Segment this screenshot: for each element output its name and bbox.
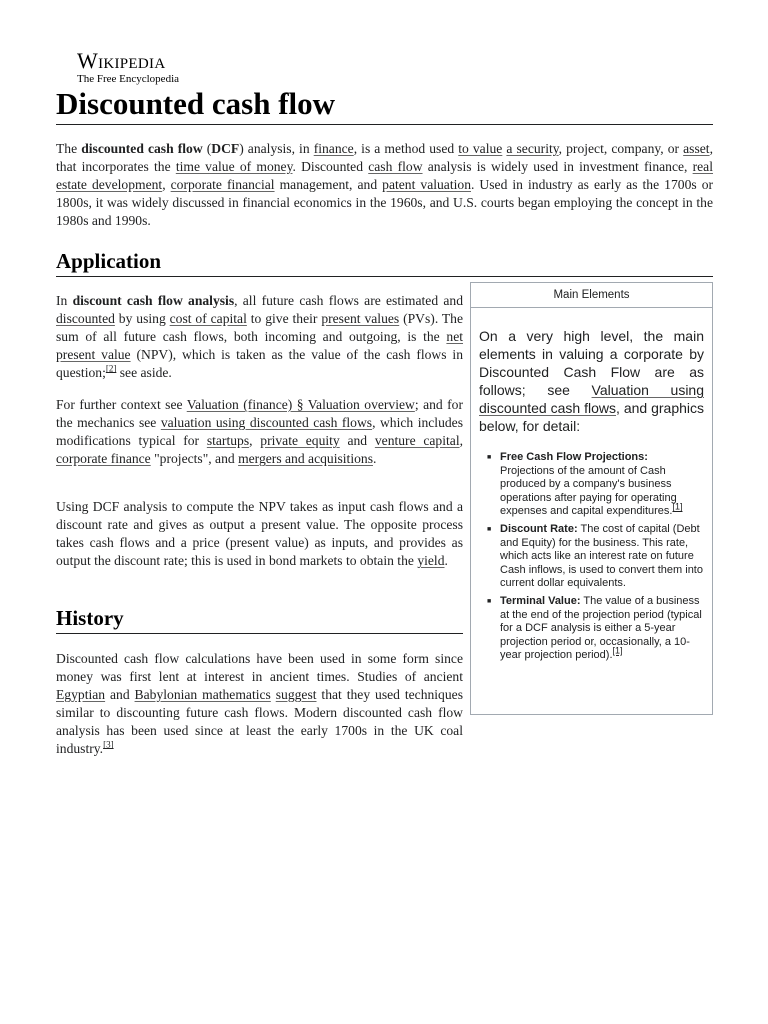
infobox-main-elements xyxy=(470,282,713,715)
link-security[interactable]: a security xyxy=(506,141,559,156)
logo-wordmark: Wikipedia xyxy=(77,48,166,73)
reference-1[interactable]: [1] xyxy=(672,501,683,512)
link-corporate-finance[interactable]: corporate finance xyxy=(56,451,151,466)
link-yield[interactable]: yield xyxy=(417,553,445,568)
link-finance[interactable]: finance xyxy=(313,141,354,156)
link-venture-capital[interactable]: venture capital xyxy=(374,433,460,448)
link-startups[interactable]: startups xyxy=(206,433,250,448)
infobox-intro: On a very high level, the main elements in valuing a corporate by Discounted Cash Flow are as follows; see Valuation using discounted cash flows, and graphics below, for detail: xyxy=(479,328,704,434)
infobox-item-terminal-value: ■ Terminal Value: The value of a business at the end of the projection period (typical for a DCF analysis is either a 5-year projection period or, occasionally, a 10-year projection period).[1] xyxy=(483,595,704,663)
link-infobox-valuation-using-dcf[interactable]: Valuation using discounted cash flows xyxy=(479,382,704,416)
reference-3[interactable]: [3] xyxy=(103,739,114,750)
link-mergers-and-acquisitions[interactable]: mergers and acquisitions xyxy=(238,451,373,466)
link-time-value-of-money[interactable]: time value of money xyxy=(175,159,293,174)
heading-application: Application xyxy=(56,249,162,273)
infobox-header: Main Elements xyxy=(471,283,712,308)
link-to-value[interactable]: to value xyxy=(458,141,503,156)
link-valuation-finance[interactable]: Valuation (finance) § Valuation overview xyxy=(186,397,415,412)
link-cost-of-capital[interactable]: cost of capital xyxy=(169,311,247,326)
history-divider xyxy=(56,633,463,634)
link-valuation-using-dcf[interactable]: valuation using discounted cash flows xyxy=(160,415,373,430)
link-private-equity[interactable]: private equity xyxy=(260,433,340,448)
reference-1[interactable]: [1] xyxy=(612,645,623,656)
application-divider xyxy=(56,276,713,277)
reference-2[interactable]: [2] xyxy=(105,363,117,374)
title-divider xyxy=(56,124,713,125)
logo-tagline: The Free Encyclopedia xyxy=(77,73,180,85)
link-asset[interactable]: asset xyxy=(683,141,710,156)
link-suggest[interactable]: suggest xyxy=(275,687,317,702)
link-present-values[interactable]: present values xyxy=(321,311,400,326)
link-babylonian-mathematics[interactable]: Babylonian mathematics xyxy=(134,687,271,702)
link-net-present-value[interactable]: net present value xyxy=(56,329,463,362)
wikipedia-logo[interactable] xyxy=(77,50,179,86)
infobox-list xyxy=(471,435,712,663)
application-paragraph-3: Using DCF analysis to compute the NPV takes as input cash flows and a discount rate and gives as output a present value. The opposite process takes cash flows and a price (present value) as inputs, and provides as output the discount rate; this is used in bond markets to obtain the yield. xyxy=(56,499,463,568)
link-egyptian[interactable]: Egyptian xyxy=(56,687,106,702)
heading-history: History xyxy=(56,606,124,630)
history-paragraph-1: Discounted cash flow calculations have been used in some form since money was first lent at interest in ancient times. Studies of ancient Egyptian and Babylonian mathematics suggest that they used techniques similar to discounting future cash flows. Modern discounted cash flow analysis has been used since at least the early 1700s in the UK coal industry.[3] xyxy=(56,651,463,756)
lede-paragraph: The discounted cash flow (DCF) analysis, in finance, is a method used to value a security, project, company, or asset, that incorporates the time value of money. Discounted cash flow analysis is widely used in investment finance, real estate development, corporate financial management, and patent valuation. Used in industry as early as the 1700s or 1800s, it was widely discussed in financial economics in the 1960s, and U.S. courts began employing the concept in the 1980s and 1990s. xyxy=(56,141,714,228)
infobox-item-free-cash-flow: ■ Free Cash Flow Projections: Projections of the amount of Cash produced by a company's business operations after paying for operating expenses and capital expenditures.[1] xyxy=(483,451,704,519)
application-paragraph-2: For further context see Valuation (finance) § Valuation overview; and for the mechanics see valuation using discounted cash flows, which includes modifications typical for startups, private equity and venture capital, corporate finance "projects", and mergers and acquisitions. xyxy=(56,397,463,466)
application-paragraph-1: In discount cash flow analysis, all future cash flows are estimated and discounted by using cost of capital to give their present values (PVs). The sum of all future cash flows, both incoming and outgoing, is the net present value (NPV), which is taken as the value of the cash flows in question;[2] see aside. xyxy=(56,293,463,380)
link-patent-valuation[interactable]: patent valuation xyxy=(382,177,471,192)
link-corporate-financial[interactable]: corporate financial xyxy=(170,177,275,192)
link-cash-flow[interactable]: cash flow xyxy=(368,159,423,174)
infobox-item-discount-rate: ■ Discount Rate: The cost of capital (Debt and Equity) for the business. This rate, which acts like an interest rate on future Cash inflows, is used to convert them into current dollar equivalents. xyxy=(483,523,704,591)
page-title: Discounted cash flow xyxy=(56,86,336,121)
link-discounted[interactable]: discounted xyxy=(56,311,115,326)
link-real-estate-development[interactable]: real estate development xyxy=(56,159,713,192)
